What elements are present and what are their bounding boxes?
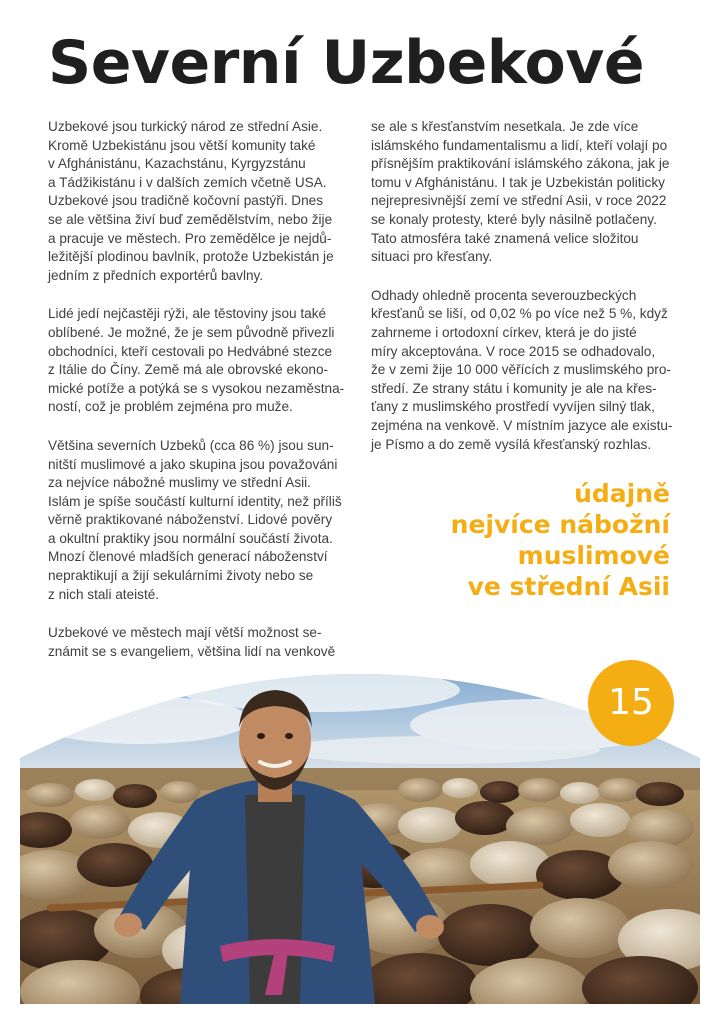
page-title: Severní Uzbekové [48,28,645,98]
paragraph-5 [371,118,671,267]
text-line: ťany z muslimského prostředí vyvíjen silný tlak, [371,399,655,415]
paragraph-3 [48,437,348,604]
paragraph-gap [48,417,348,437]
paragraph-2 [48,305,348,417]
pull-quote-line: muslimové [517,541,670,570]
text-line: se konaly protesty, které byly násilně potlačeny. [371,211,657,227]
text-line: ností, což je problém zejména pro muže. [48,399,293,415]
text-line: Kromě Uzbekistánu jsou větší komunity také [48,137,316,153]
text-line: Uzbekové ve městech mají větší možnost se- [48,625,322,641]
text-line: islámského fundamentalismu a lidí, kteří volají po [371,137,668,153]
text-line: mické potíže a potýká se s vysokou nezaměstna- [48,380,345,396]
paragraph-gap [48,285,348,305]
text-line: jedním z předních exportérů bavlny. [48,267,264,283]
paragraph-6 [371,287,671,454]
right-text-column [371,118,671,454]
text-line: se ale většina živí buď zemědělstvím, nebo žije [48,211,333,227]
paragraph-1 [48,118,348,285]
text-line: známit se s evangeliem, většina lidí na venkově [48,643,336,659]
text-line: zahrneme i ortodoxní církev, která je do jisté [371,324,637,340]
text-line: Islám je spíše součástí kulturní identity, než příliš [48,493,342,509]
pull-quote [370,478,670,602]
text-line: Většina severních Uzbeků (cca 86 %) jsou sun- [48,437,334,453]
text-line: Odhady ohledně procenta severouzbeckých [371,287,637,303]
text-line: křesťanů se liší, od 0,02 % po více než 5 %, když [371,306,668,322]
text-line: obchodníci, kteří cestovali po Hedvábné stezce [48,343,333,359]
text-line: situaci pro křesťany. [371,249,493,265]
text-line: a pracuje ve městech. Pro zemědělce je nejdů- [48,230,332,246]
paragraph-gap [371,267,671,287]
text-line: středí. Ze strany státu i komunity je ale na křes- [371,380,657,396]
text-line: míry akceptována. V roce 2015 se odhadovalo, [371,343,656,359]
text-line: z Itálie do Číny. Země má ale obrovské ekono- [48,362,329,378]
text-line: ležitější plodinou bavlník, protože Uzbekistán je [48,249,334,265]
paragraph-gap [48,604,348,624]
text-line: tomu v Afghánistánu. I tak je Uzbekistán politicky [371,174,665,190]
text-line: v Afghánistánu, Kazachstánu, Kyrgyzstánu [48,156,306,172]
text-line: Uzbekové jsou tradičně kočovní pastýři. Dnes [48,193,324,209]
text-line: že v zemi žije 10 000 věřících z muslimského pro- [371,362,671,378]
text-line: věrně praktikované náboženství. Lidové pověry [48,512,333,528]
text-line: Mnozí členové mladších generací náboženství [48,549,328,565]
text-line: oblíbené. Je možné, že je sem původně přivezli [48,324,335,340]
text-line: Lidé jedí nejčastěji rýži, ale těstoviny jsou také [48,306,327,322]
text-line: přísnějším praktikování islámského zákona, jak je [371,156,670,172]
pull-quote-line: nejvíce nábožní [450,510,670,539]
text-line: Tato atmosféra také znamená velice složitou [371,230,639,246]
pull-quote-line: údajně [574,479,670,508]
text-line: a okultní praktiky jsou normální součástí života. [48,530,333,546]
text-line: nepraktikují a žijí sekulárními životy nebo se [48,568,314,584]
text-line: se ale s křesťanstvím nesetkala. Je zde více [371,119,639,134]
text-line: Uzbekové jsou turkický národ ze střední Asie. [48,119,323,134]
text-line: nitští muslimové a jako skupina jsou považováni [48,456,338,472]
text-line: za nejvíce nábožné muslimy ve střední Asii. [48,475,311,491]
text-line: je Písmo a do země vysílá křesťanský rozhlas. [371,436,652,452]
text-line: nejrepresivnější zemí ve střední Asii, v roce 2022 [371,193,667,209]
page-number-badge: 15 [588,660,674,746]
text-line: z nich stali ateisté. [48,586,160,602]
pull-quote-line: ve střední Asii [467,572,670,601]
text-line: a Tádžikistánu i v dalších zemích včetně USA. [48,174,327,190]
text-line: zejména na venkově. V místním jazyce ale existu- [371,417,673,433]
left-text-column [48,118,348,661]
